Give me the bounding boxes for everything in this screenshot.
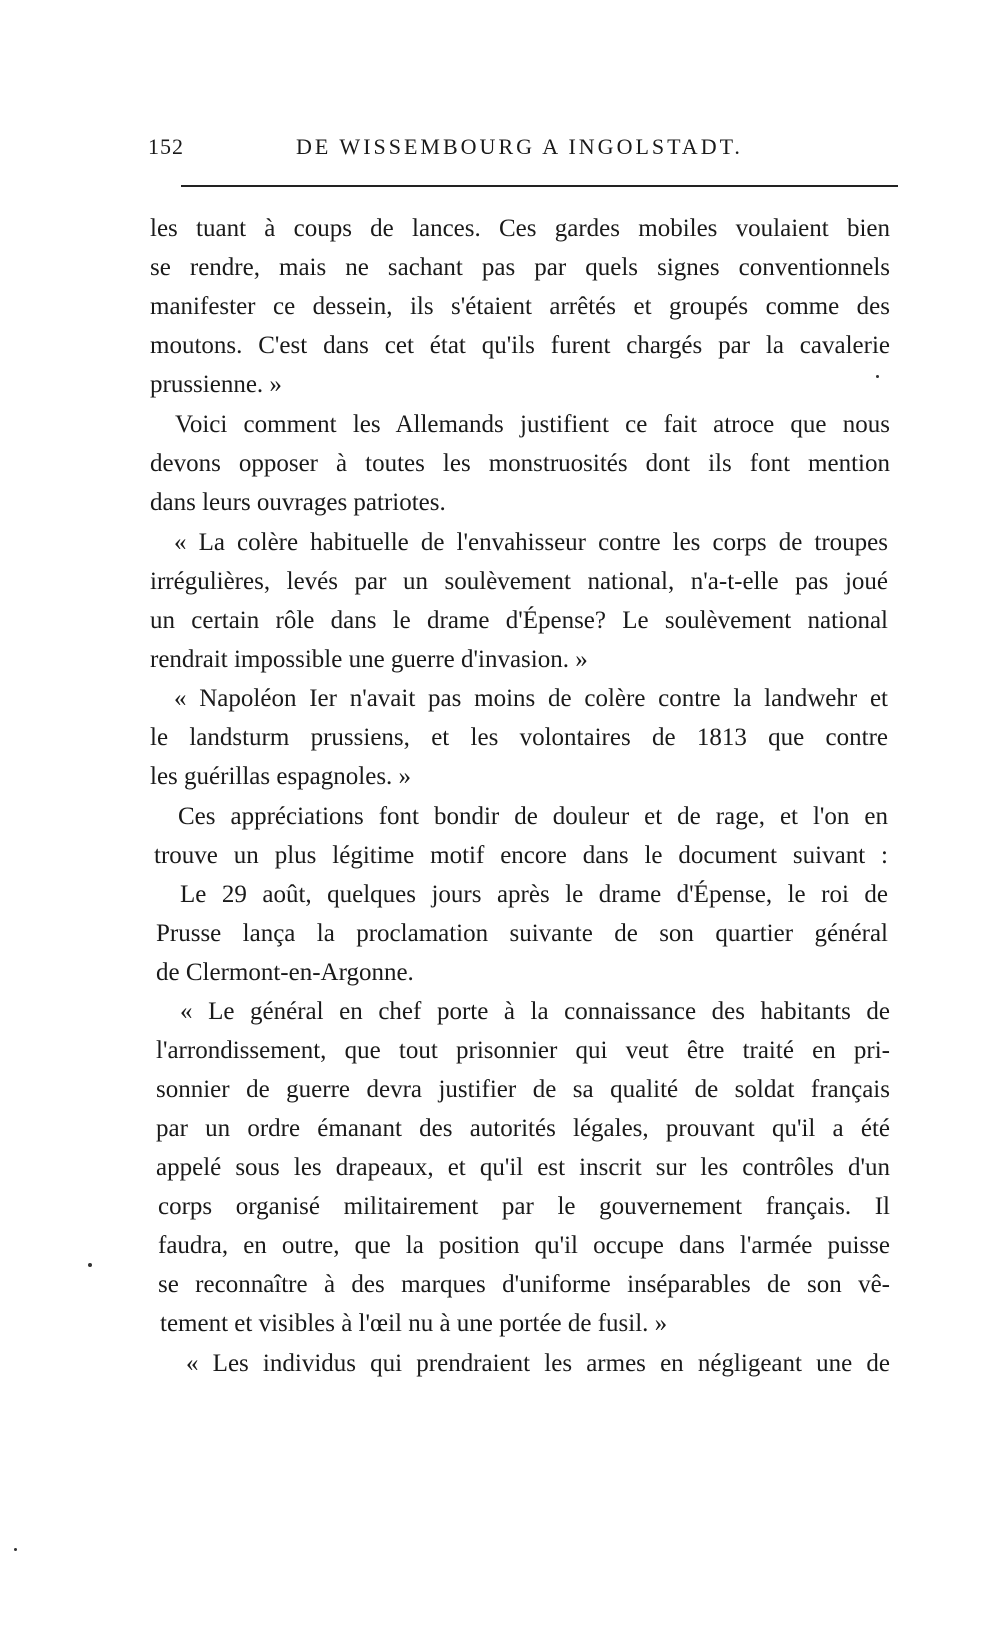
text-line: faudra, en outre, que la position qu'il occupe dans l'armée puisse [158, 1232, 890, 1259]
text-line: un certain rôle dans le drame d'Épense? Le soulèvement national [150, 607, 888, 634]
text-line: manifester ce dessein, ils s'étaient arrêtés et groupés comme des [150, 293, 890, 320]
text-line: « Les individus qui prendraient les armes en négligeant une de [186, 1350, 890, 1377]
text-line: Le 29 août, quelques jours après le drame d'Épense, le roi de [180, 881, 888, 908]
text-line: de Clermont-en-Argonne. [156, 959, 414, 986]
text-line: devons opposer à toutes les monstruosités dont ils font mention [150, 450, 890, 477]
text-line: Ces appréciations font bondir de douleur et de rage, et l'on en [178, 803, 888, 830]
scan-speck [876, 375, 879, 378]
text-line: par un ordre émanant des autorités légales, prouvant qu'il a été [156, 1115, 890, 1142]
text-line: tement et visibles à l'œil nu à une portée de fusil. » [160, 1310, 668, 1337]
text-line: le landsturm prussiens, et les volontaires de 1813 que contre [150, 724, 888, 751]
text-line: se reconnaître à des marques d'uniforme inséparables de son vê- [158, 1271, 890, 1298]
text-line: l'arrondissement, que tout prisonnier qui veut être traité en pri- [156, 1037, 890, 1064]
text-line: moutons. C'est dans cet état qu'ils furent chargés par la cavalerie [150, 332, 890, 359]
text-line: les guérillas espagnoles. » [150, 763, 412, 790]
text-line: dans leurs ouvrages patriotes. [150, 489, 446, 516]
scan-speck [88, 1263, 92, 1267]
text-line: rendrait impossible une guerre d'invasion. » [150, 646, 588, 673]
text-line: corps organisé militairement par le gouvernement français. Il [158, 1193, 890, 1220]
scan-speck [14, 1548, 17, 1551]
text-line: irrégulières, levés par un soulèvement national, n'a-t-elle pas joué [150, 568, 888, 595]
text-line: les tuant à coups de lances. Ces gardes mobiles voulaient bien [150, 215, 890, 242]
text-line: sonnier de guerre devra justifier de sa qualité de soldat français [156, 1076, 890, 1103]
header-rule [181, 185, 898, 187]
text-line: « Le général en chef porte à la connaissance des habitants de [180, 998, 890, 1025]
text-line: prussienne. » [150, 371, 282, 398]
text-line: « La colère habituelle de l'envahisseur contre les corps de troupes [174, 529, 888, 556]
text-line: se rendre, mais ne sachant pas par quels signes conventionnels [150, 254, 890, 281]
running-title: DE WISSEMBOURG A INGOLSTADT. [296, 134, 743, 159]
page-number: 152 [148, 134, 184, 159]
text-line: « Napoléon Ier n'avait pas moins de colère contre la landwehr et [174, 685, 888, 712]
text-line: trouve un plus légitime motif encore dans le document suivant : [154, 842, 888, 869]
text-line: Voici comment les Allemands justifient ce fait atroce que nous [175, 411, 890, 438]
page-header [148, 134, 900, 166]
text-line: appelé sous les drapeaux, et qu'il est inscrit sur les contrôles d'un [156, 1154, 890, 1181]
text-line: Prusse lança la proclamation suivante de son quartier général [156, 920, 888, 947]
